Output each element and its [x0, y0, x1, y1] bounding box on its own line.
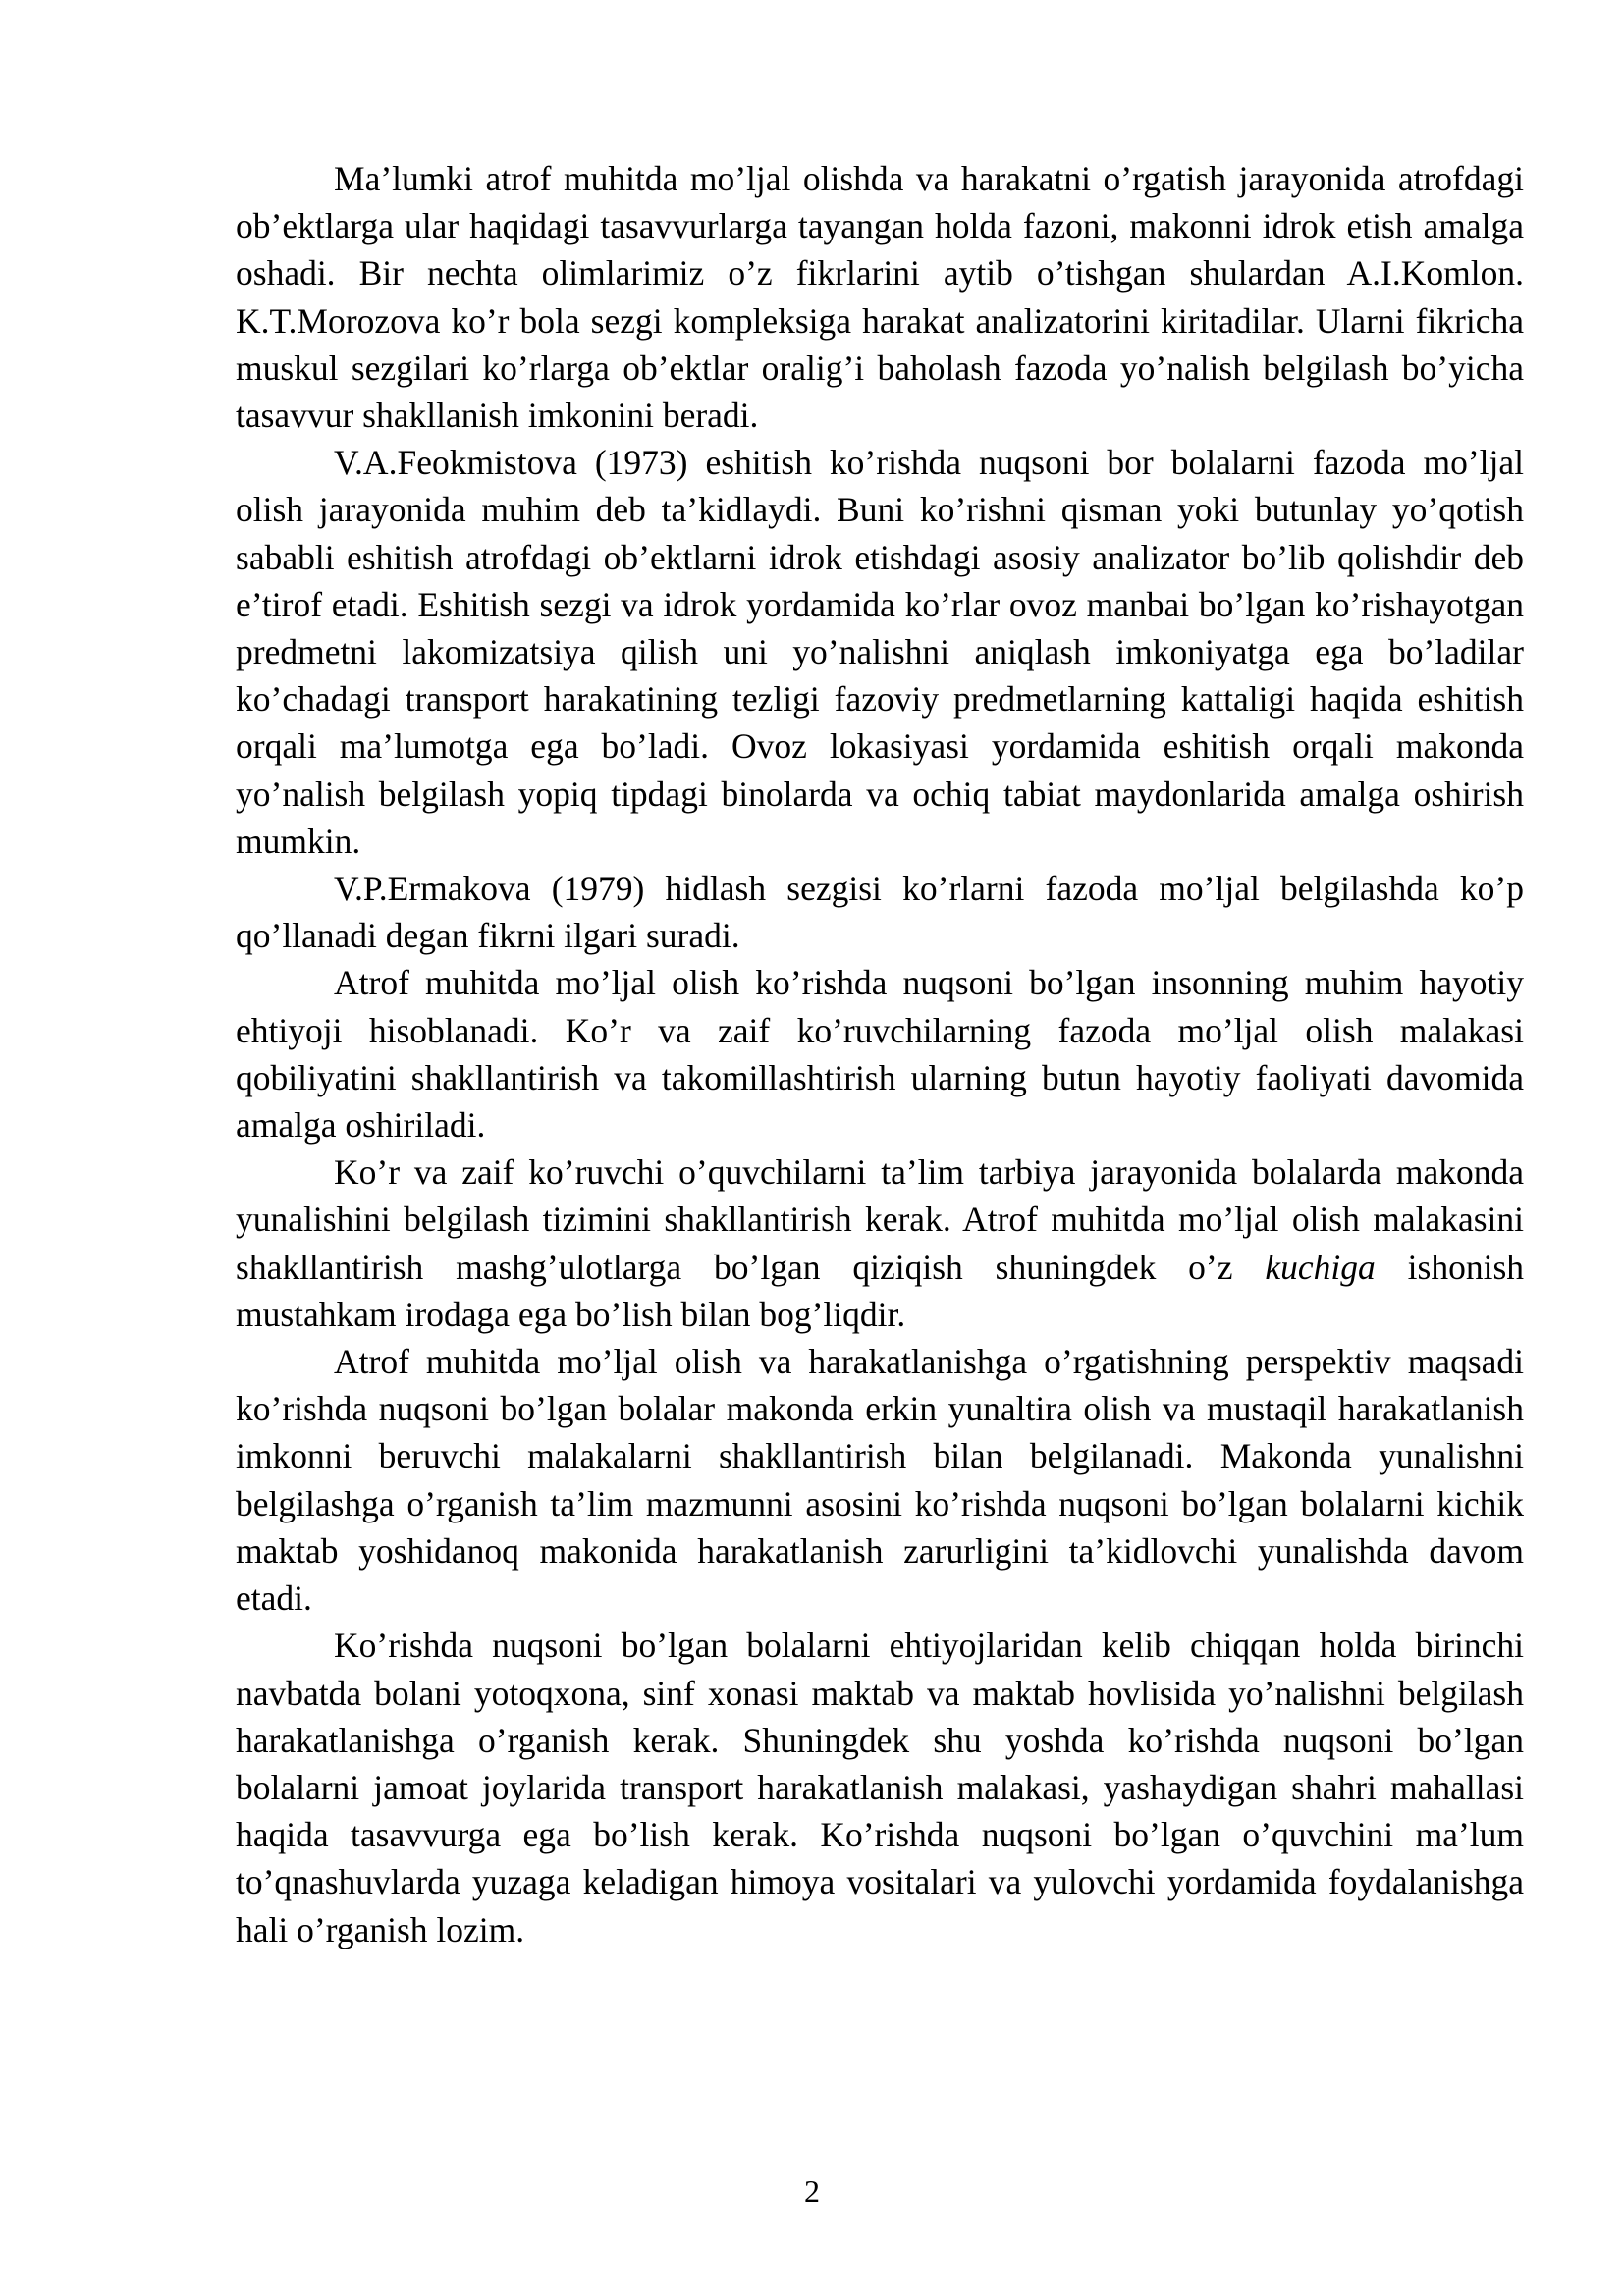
- paragraph-3: V.P.Ermakova (1979) hidlash sezgisi ko’rlarni fazoda mo’ljal belgilashda ko’p qo’llanadi degan fikrni ilgari suradi.: [236, 869, 1524, 956]
- page-number: 2: [804, 2173, 820, 2209]
- paragraph-7: Ko’rishda nuqsoni bo’lgan bolalarni ehtiyojlaridan kelib chiqqan holda birinchi navbatda bolani yotoqxona, sinf xonasi maktab va maktab hovlisida yo’nalishni belgilash harakatlanishga o’rganish kerak. Shuningdek shu yoshda ko’rishda nuqsoni bo’lgan bolalarni jamoat joylarida transport harakatlanish malakasi, yashaydigan shahri mahallasi haqida tasavvurga ega bo’lish kerak. Ko’rishda nuqsoni bo’lgan o’quvchini ma’lum to’qnashuvlarda yuzaga keladigan himoya vositalari va yulovchi yordamida foydalanishga hali o’rganish lozim.: [236, 1626, 1524, 1949]
- paragraph-5-text-before: Ko’r va zaif ko’ruvchi o’quvchilarni ta’lim tarbiya jarayonida bolalarda makonda yunalishini belgilash tizimini shakllantirish kerak. Atrof muhitda mo’ljal olish malakasini shakllantirish mashg’ulotlarga bo’lgan qiziqish shuningdek o’z: [236, 1152, 1524, 1287]
- paragraph-4: Atrof muhitda mo’ljal olish ko’rishda nuqsoni bo’lgan insonning muhim hayotiy ehtiyoji hisoblanadi. Ko’r va zaif ko’ruvchilarning fazoda mo’ljal olish malakasi qobiliyatini shakllantirish va takomillashtirish ularning butun hayotiy faoliyati davomida amalga oshiriladi.: [236, 963, 1524, 1146]
- paragraph-5: [236, 1148, 1524, 1338]
- paragraph-6: Atrof muhitda mo’ljal olish va harakatlanishga o’rgatishning perspektiv maqsadi ko’rishda nuqsoni bo’lgan bolalar makonda erkin yunaltira olish va mustaqil harakatlanish imkonni beruvchi malakalarni shakllantirish bilan belgilanadi. Makonda yunalishni belgilashga o’rganish ta’lim mazmunni asosini ko’rishda nuqsoni bo’lgan bolalarni kichik maktab yoshidanoq makonida harakatlanish zarurligini ta’kidlovchi yunalishda davom etadi.: [236, 1342, 1524, 1619]
- paragraph-5-text-after: ishonish mustahkam irodaga ega bo’lish bilan bog’liqdir.: [236, 1247, 1525, 1334]
- emphasized-word: kuchiga: [1265, 1247, 1376, 1287]
- page-body: [236, 155, 1524, 1953]
- paragraph-1: Ma’lumki atrof muhitda mo’ljal olishda va harakatni o’rgatish jarayonida atrofdagi ob’ektlarga ular haqidagi tasavvurlarga tayangan holda fazoni, makonni idrok etish amalga oshadi. Bir nechta olimlarimiz o’z fikrlarini aytib o’tishgan shulardan A.I.Komlon. K.T.Morozova ko’r bola sezgi kompleksiga harakat analizatorini kiritadilar. Ularni fikricha muskul sezgilari ko’rlarga ob’ektlar oralig’i baholash fazoda yo’nalish belgilash bo’yicha tasavvur shakllanish imkonini beradi.: [236, 159, 1524, 436]
- paragraph-2: V.A.Feokmistova (1973) eshitish ko’rishda nuqsoni bor bolalarni fazoda mo’ljal olish jarayonida muhim deb ta’kidlaydi. Buni ko’rishni qisman yoki butunlay yo’qotish sababli eshitish atrofdagi ob’ektlarni idrok etishdagi asosiy analizator bo’lib qolishdir deb e’tirof etadi. Eshitish sezgi va idrok yordamida ko’rlar ovoz manbai bo’lgan ko’rishayotgan predmetni lakomizatsiya qilish uni yo’nalishni aniqlash imkoniyatga ega bo’ladilar ko’chadagi transport harakatining tezligi fazoviy predmetlarning kattaligi haqida eshitish orqali ma’lumotga ega bo’ladi. Ovoz lokasiyasi yordamida eshitish orqali makonda yo’nalish belgilash yopiq tipdagi binolarda va ochiq tabiat maydonlarida amalga oshirish mumkin.: [236, 443, 1524, 861]
